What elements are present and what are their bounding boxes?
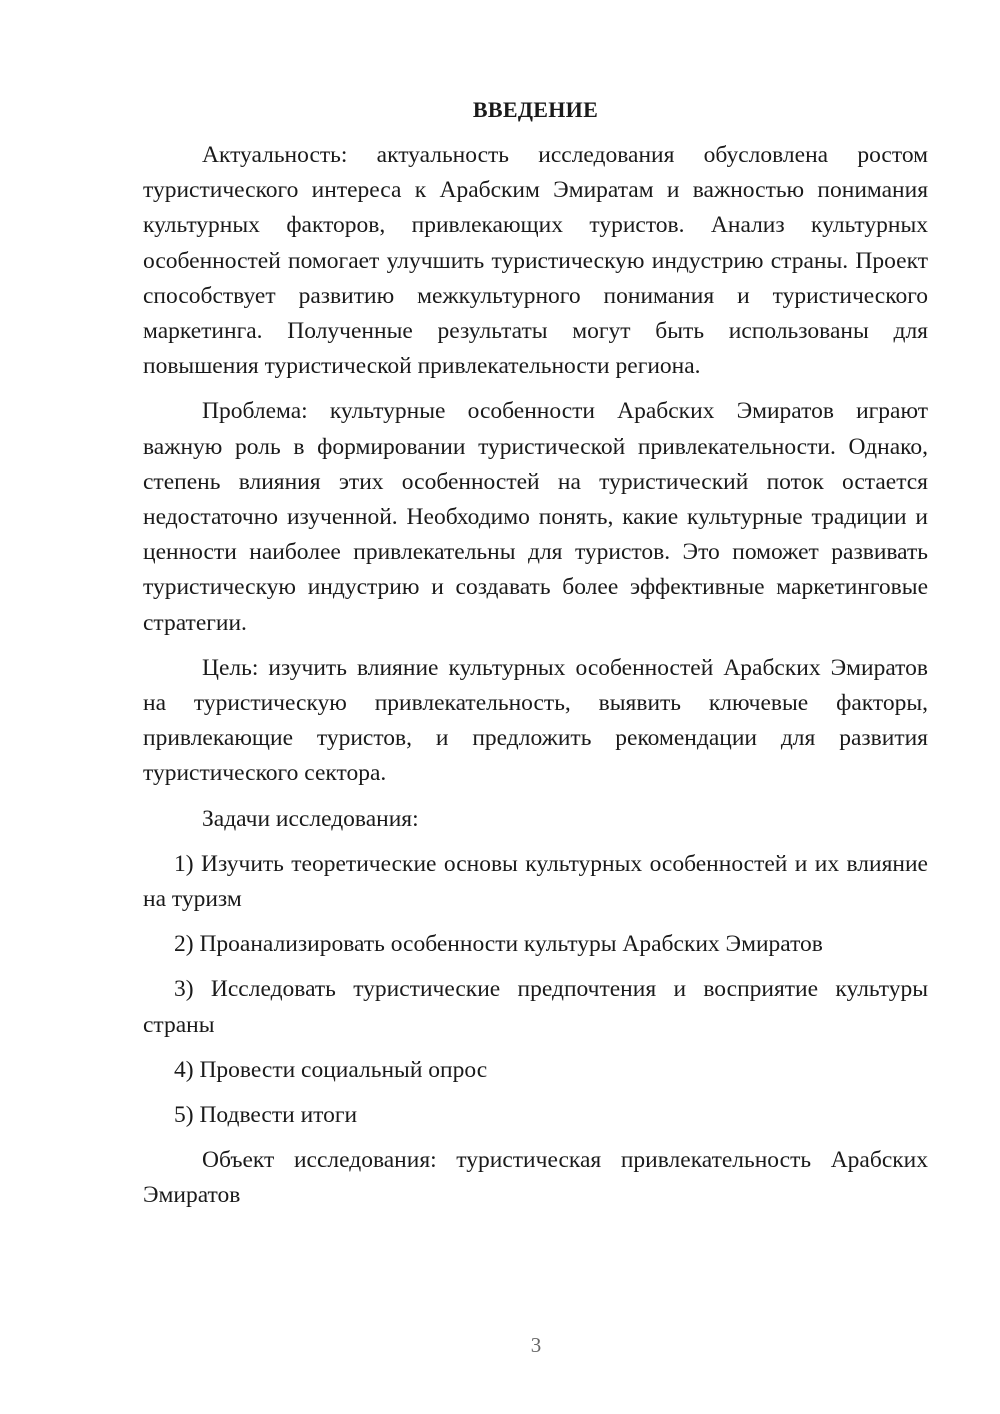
- object-paragraph: Объект исследования: туристическая привлекательность Арабских Эмиратов: [143, 1147, 928, 1209]
- section-heading: ВВЕДЕНИЕ: [472, 97, 599, 122]
- task-item: 5) Подвести итоги: [174, 1102, 358, 1129]
- document-page: [143, 92, 928, 1224]
- goal-paragraph: Цель: изучить влияние культурных особенностей Арабских Эмиратов на туристическую привлекательность, выявить ключевые факторы, привлекающие туристов, и предложить рекомендации для развития туристического сектора.: [143, 654, 928, 787]
- task-item: 1) Изучить теоретические основы культурных особенностей и их влияние на туризм: [143, 850, 928, 913]
- task-item: 2) Проанализировать особенности культуры Арабских Эмиратов: [174, 931, 823, 958]
- task-item: 3) Исследовать туристические предпочтения и восприятие культуры страны: [143, 976, 928, 1038]
- task-item: 4) Провести социальный опрос: [174, 1056, 488, 1083]
- page-number: 3: [530, 1333, 542, 1357]
- relevance-paragraph: Актуальность: актуальность исследования обусловлена ростом туристического интереса к Арабским Эмиратам и важностью понимания культурных факторов, привлекающих туристов. Анализ культурных особенностей помогает улучшить туристическую индустрию страны. Проект способствует развитию межкультурного понимания и туристического маркетинга. Полученные результаты могут быть использованы для повышения туристической привлекательности региона.: [143, 142, 928, 380]
- tasks-label: Задачи исследования:: [202, 805, 419, 832]
- problem-paragraph: Проблема: культурные особенности Арабских Эмиратов играют важную роль в формировании туристической привлекательности. Однако, степень влияния этих особенностей на туристический поток остается недостаточно изученной. Необходимо понять, какие культурные традиции и ценности наиболее привлекательны для туристов. Это поможет развивать туристическую индустрию и создавать более эффективные маркетинговые стратегии.: [143, 398, 928, 636]
